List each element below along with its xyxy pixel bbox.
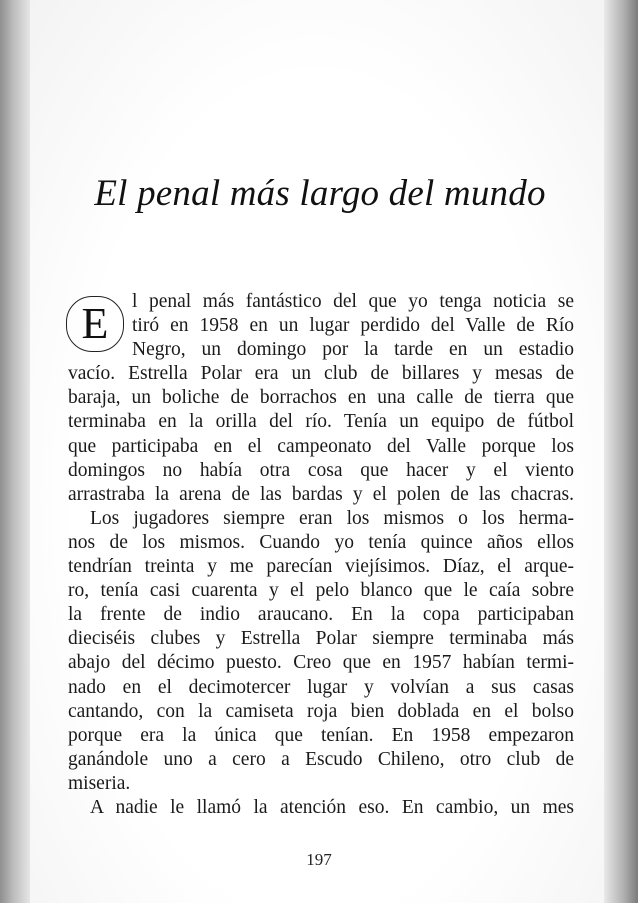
text-line: nos de los mismos. Cuando yo tenía quince años ellos bbox=[68, 531, 574, 553]
text-line: Negro, un domingo por la tarde en un estadio bbox=[132, 339, 574, 361]
text-line: que participaba en el campeonato del Valle porque los bbox=[68, 435, 574, 457]
text-line: miseria. bbox=[68, 772, 131, 794]
page-number: 197 bbox=[306, 850, 332, 869]
text-line: tendrían treinta y me parecían viejísimos. Díaz, el arque- bbox=[68, 556, 574, 578]
text-line: terminaba en la orilla del río. Tenía un equipo de fútbol bbox=[68, 411, 574, 433]
text-line: A nadie le llamó la atención eso. En cambio, un mes bbox=[90, 796, 574, 818]
text-line: l penal más fantástico del que yo tenga noticia se bbox=[132, 291, 574, 312]
chapter-title: El penal más largo del mundo bbox=[94, 173, 546, 214]
text-line: tiró en 1958 en un lugar perdido del Valle de Río bbox=[132, 315, 574, 337]
text-line: cantando, con la camiseta roja bien doblada en el bolso bbox=[68, 700, 574, 722]
text-line: ganándole uno a cero a Escudo Chileno, otro club de bbox=[68, 748, 574, 770]
text-line: vacío. Estrella Polar era un club de billares y mesas de bbox=[68, 363, 574, 385]
drop-cap: E bbox=[66, 296, 124, 352]
text-line: nado en el decimotercer lugar y volvían a sus casas bbox=[68, 676, 574, 698]
text-line: Los jugadores siempre eran los mismos o los herma- bbox=[90, 507, 574, 529]
text-line: dieciséis clubes y Estrella Polar siempre terminaba más bbox=[68, 628, 574, 650]
scan-right-edge bbox=[604, 0, 638, 903]
text-line: domingos no había otra cosa que hacer y el viento bbox=[68, 459, 574, 481]
body-text bbox=[68, 290, 574, 820]
text-line: la frente de indio araucano. En la copa participaban bbox=[68, 604, 574, 626]
text-line: porque era la única que tenían. En 1958 empezaron bbox=[68, 724, 574, 746]
text-line: arrastraba la arena de las bardas y el polen de las chacras. bbox=[68, 483, 574, 505]
text-line: abajo del décimo puesto. Creo que en 1957 habían termi- bbox=[68, 652, 574, 674]
text-line: ro, tenía casi cuarenta y el pelo blanco que le caía sobre bbox=[68, 580, 574, 602]
scan-left-edge bbox=[0, 0, 30, 903]
text-line: baraja, un boliche de borrachos en una calle de tierra que bbox=[68, 387, 574, 409]
